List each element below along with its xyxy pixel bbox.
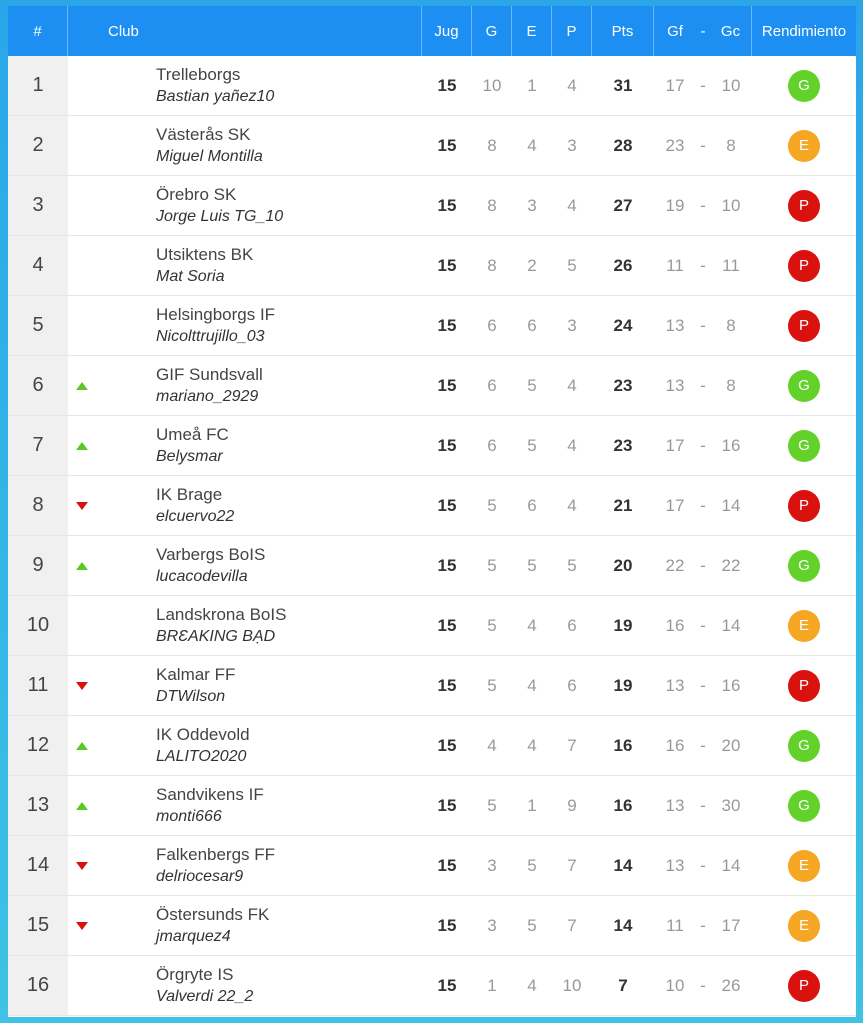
header-p[interactable]: P [552, 6, 592, 56]
points-cell: 19 [613, 675, 633, 695]
played-cell: 15 [437, 195, 457, 215]
played-cell: 15 [437, 615, 457, 635]
club-name[interactable]: Örebro SK [156, 184, 237, 204]
rank-cell: 2 [8, 116, 68, 175]
rank-cell: 10 [8, 596, 68, 655]
manager-name[interactable]: Nicolttrujillo_03 [156, 327, 265, 345]
points-cell: 20 [613, 555, 633, 575]
club-cell[interactable] [96, 116, 422, 175]
club-cell[interactable] [96, 896, 422, 955]
header-jug[interactable]: Jug [422, 6, 472, 56]
draw-cell: 4 [527, 975, 537, 995]
header-e[interactable]: E [512, 6, 552, 56]
points-cell: 23 [613, 375, 633, 395]
draw-cell: 6 [527, 315, 537, 335]
table-row[interactable] [8, 536, 856, 596]
goals-dash: - [700, 435, 706, 455]
lost-cell: 4 [567, 435, 577, 455]
club-name[interactable]: Kalmar FF [156, 664, 236, 684]
header-gc[interactable]: Gc [710, 6, 752, 56]
won-cell: 8 [487, 135, 497, 155]
club-name[interactable]: GIF Sundsvall [156, 364, 263, 384]
trend-up-icon [76, 742, 88, 750]
trend-cell [68, 56, 96, 115]
form-cell [752, 356, 856, 415]
goals-against-cell: 14 [721, 855, 741, 875]
goals-dash: - [700, 315, 706, 335]
table-row[interactable] [8, 476, 856, 536]
rank-cell: 13 [8, 776, 68, 835]
goals-against-cell: 8 [726, 375, 736, 395]
won-cell: 5 [487, 675, 497, 695]
goals-dash: - [700, 975, 706, 995]
rank-cell: 11 [8, 656, 68, 715]
goals-for-cell: 13 [665, 795, 685, 815]
trend-cell [68, 476, 96, 535]
table-row[interactable] [8, 356, 856, 416]
table-row[interactable] [8, 716, 856, 776]
club-cell[interactable] [96, 956, 422, 1015]
draw-cell: 5 [527, 435, 537, 455]
trend-cell [68, 836, 96, 895]
form-cell [752, 776, 856, 835]
club-name[interactable]: Sandvikens IF [156, 784, 264, 804]
goals-against-cell: 16 [721, 435, 741, 455]
rank-cell: 5 [8, 296, 68, 355]
draw-cell: 1 [527, 75, 537, 95]
played-cell: 15 [437, 555, 457, 575]
draw-cell: 3 [527, 195, 537, 215]
won-cell: 10 [482, 75, 502, 95]
form-cell [752, 836, 856, 895]
form-cell [752, 176, 856, 235]
header-rendimiento: Rendimiento [761, 22, 847, 40]
header-pts[interactable]: Pts [592, 6, 654, 56]
table-row[interactable] [8, 116, 856, 176]
lost-cell: 4 [567, 195, 577, 215]
goals-dash: - [700, 615, 706, 635]
manager-name[interactable]: BRƐAKING BẠD [156, 627, 276, 645]
trend-up-icon [76, 802, 88, 810]
rank-cell: 4 [8, 236, 68, 295]
club-name[interactable]: Trelleborgs [156, 64, 241, 84]
lost-cell: 5 [567, 555, 577, 575]
points-cell: 7 [618, 975, 628, 995]
goals-for-cell: 23 [665, 135, 685, 155]
played-cell: 15 [437, 915, 457, 935]
header-trend [68, 6, 96, 56]
goals-dash: - [700, 135, 706, 155]
lost-cell: 7 [567, 915, 577, 935]
goals-against-cell: 8 [726, 135, 736, 155]
trend-cell [68, 716, 96, 775]
table-row[interactable] [8, 56, 856, 116]
form-badge: P [788, 190, 820, 222]
rank-cell: 15 [8, 896, 68, 955]
played-cell: 15 [437, 975, 457, 995]
points-cell: 31 [613, 75, 633, 95]
points-cell: 26 [613, 255, 633, 275]
lost-cell: 4 [567, 75, 577, 95]
trend-down-icon [76, 922, 88, 930]
goals-for-cell: 17 [665, 495, 685, 515]
trend-cell [68, 236, 96, 295]
points-cell: 23 [613, 435, 633, 455]
rank-cell: 7 [8, 416, 68, 475]
rank-cell: 1 [8, 56, 68, 115]
points-cell: 27 [613, 195, 633, 215]
won-cell: 6 [487, 435, 497, 455]
manager-name[interactable]: mariano_2929 [156, 387, 259, 405]
trend-cell [68, 296, 96, 355]
club-name[interactable]: Helsingborgs IF [156, 304, 276, 324]
points-cell: 28 [613, 135, 633, 155]
points-cell: 19 [613, 615, 633, 635]
form-badge: G [788, 70, 820, 102]
header-g[interactable]: G [472, 6, 512, 56]
draw-cell: 5 [527, 375, 537, 395]
club-name[interactable]: IK Brage [156, 484, 223, 504]
goals-against-cell: 16 [721, 675, 741, 695]
club-cell[interactable] [96, 56, 422, 115]
club-cell[interactable] [96, 296, 422, 355]
form-cell [752, 296, 856, 355]
table-body [8, 56, 856, 1016]
form-badge: G [788, 430, 820, 462]
club-name[interactable]: Örgryte IS [156, 964, 234, 984]
played-cell: 15 [437, 75, 457, 95]
form-badge: P [788, 670, 820, 702]
club-name[interactable]: Varbergs BoIS [156, 544, 266, 564]
manager-name[interactable]: delriocesar9 [156, 867, 244, 885]
club-name[interactable]: Umeå FC [156, 424, 229, 444]
manager-name[interactable]: LALITO2020 [156, 747, 247, 765]
club-cell[interactable] [96, 236, 422, 295]
played-cell: 15 [437, 135, 457, 155]
draw-cell: 5 [527, 855, 537, 875]
draw-cell: 2 [527, 255, 537, 275]
goals-dash: - [700, 375, 706, 395]
manager-name[interactable]: Bastian yañez10 [156, 87, 275, 105]
club-cell[interactable] [96, 776, 422, 835]
goals-for-cell: 13 [665, 375, 685, 395]
goals-for-cell: 17 [665, 435, 685, 455]
manager-name[interactable]: Jorge Luis TG_10 [156, 207, 284, 225]
manager-name[interactable]: elcuervo22 [156, 507, 235, 525]
lost-cell: 10 [562, 975, 582, 995]
form-cell [752, 656, 856, 715]
trend-cell [68, 536, 96, 595]
manager-name[interactable]: Valverdi 22_2 [156, 987, 254, 1005]
goals-against-cell: 14 [721, 615, 741, 635]
form-badge: G [788, 790, 820, 822]
club-name[interactable]: Västerås SK [156, 124, 251, 144]
points-cell: 14 [613, 915, 633, 935]
trend-down-icon [76, 502, 88, 510]
won-cell: 1 [487, 975, 497, 995]
lost-cell: 3 [567, 135, 577, 155]
lost-cell: 6 [567, 615, 577, 635]
form-badge: P [788, 310, 820, 342]
goals-against-cell: 10 [721, 195, 741, 215]
won-cell: 5 [487, 615, 497, 635]
played-cell: 15 [437, 735, 457, 755]
goals-for-cell: 13 [665, 675, 685, 695]
goals-against-cell: 20 [721, 735, 741, 755]
goals-for-cell: 22 [665, 555, 685, 575]
points-cell: 16 [613, 795, 633, 815]
club-name[interactable]: Utsiktens BK [156, 244, 254, 264]
club-name[interactable]: Landskrona BoIS [156, 604, 287, 624]
club-cell[interactable] [96, 596, 422, 655]
lost-cell: 7 [567, 735, 577, 755]
trend-up-icon [76, 562, 88, 570]
form-badge: P [788, 250, 820, 282]
form-cell [752, 596, 856, 655]
points-cell: 14 [613, 855, 633, 875]
trend-cell [68, 656, 96, 715]
form-cell [752, 56, 856, 115]
club-name[interactable]: IK Oddevold [156, 724, 250, 744]
table-row[interactable] [8, 776, 856, 836]
won-cell: 8 [487, 255, 497, 275]
goals-for-cell: 19 [665, 195, 685, 215]
goals-dash: - [700, 855, 706, 875]
goals-dash: - [700, 195, 706, 215]
goals-for-cell: 11 [666, 915, 684, 935]
goals-dash: - [700, 495, 706, 515]
draw-cell: 4 [527, 675, 537, 695]
club-cell[interactable] [96, 176, 422, 235]
played-cell: 15 [437, 855, 457, 875]
trend-cell [68, 596, 96, 655]
draw-cell: 4 [527, 135, 537, 155]
goals-against-cell: 14 [721, 495, 741, 515]
rank-cell: 14 [8, 836, 68, 895]
trend-up-icon [76, 382, 88, 390]
goals-dash: - [700, 735, 706, 755]
form-badge: P [788, 970, 820, 1002]
played-cell: 15 [437, 795, 457, 815]
won-cell: 6 [487, 315, 497, 335]
trend-cell [68, 356, 96, 415]
table-row[interactable] [8, 956, 856, 1016]
table-row[interactable] [8, 896, 856, 956]
goals-for-cell: 17 [665, 75, 685, 95]
form-cell [752, 116, 856, 175]
table-header [8, 6, 856, 56]
played-cell: 15 [437, 435, 457, 455]
goals-for-cell: 11 [666, 255, 684, 275]
form-badge: E [788, 610, 820, 642]
form-badge: E [788, 850, 820, 882]
won-cell: 5 [487, 495, 497, 515]
rank-cell: 12 [8, 716, 68, 775]
goals-against-cell: 8 [726, 315, 736, 335]
trend-up-icon [76, 442, 88, 450]
goals-dash: - [700, 75, 706, 95]
won-cell: 8 [487, 195, 497, 215]
goals-against-cell: 22 [721, 555, 741, 575]
played-cell: 15 [437, 675, 457, 695]
lost-cell: 7 [567, 855, 577, 875]
lost-cell: 6 [567, 675, 577, 695]
trend-cell [68, 416, 96, 475]
club-cell[interactable] [96, 476, 422, 535]
rank-cell: 3 [8, 176, 68, 235]
club-cell[interactable] [96, 416, 422, 475]
draw-cell: 5 [527, 555, 537, 575]
table-row[interactable] [8, 416, 856, 476]
points-cell: 24 [613, 315, 633, 335]
goals-dash: - [700, 795, 706, 815]
table-row[interactable] [8, 836, 856, 896]
goals-against-cell: 11 [722, 255, 740, 275]
header-rank: # [8, 6, 68, 56]
manager-name[interactable]: Mat Soria [156, 267, 225, 285]
draw-cell: 6 [527, 495, 537, 515]
club-cell[interactable] [96, 356, 422, 415]
trend-cell [68, 116, 96, 175]
rank-cell: 6 [8, 356, 68, 415]
goals-dash: - [700, 555, 706, 575]
trend-cell [68, 896, 96, 955]
played-cell: 15 [437, 495, 457, 515]
won-cell: 5 [487, 795, 497, 815]
form-cell [752, 956, 856, 1015]
played-cell: 15 [437, 255, 457, 275]
goals-against-cell: 26 [721, 975, 741, 995]
trend-cell [68, 956, 96, 1015]
goals-dash: - [700, 255, 706, 275]
rank-cell: 16 [8, 956, 68, 1015]
lost-cell: 9 [567, 795, 577, 815]
manager-name[interactable]: jmarquez4 [156, 927, 231, 945]
rank-cell: 8 [8, 476, 68, 535]
trend-cell [68, 176, 96, 235]
goals-for-cell: 16 [665, 615, 685, 635]
lost-cell: 4 [567, 375, 577, 395]
manager-name[interactable]: DTWilson [156, 687, 226, 705]
form-cell [752, 716, 856, 775]
won-cell: 3 [487, 915, 497, 935]
table-row[interactable] [8, 656, 856, 716]
goals-against-cell: 17 [721, 915, 741, 935]
form-badge: G [788, 730, 820, 762]
lost-cell: 3 [567, 315, 577, 335]
form-badge: G [788, 370, 820, 402]
goals-for-cell: 16 [665, 735, 685, 755]
header-gf[interactable]: Gf [667, 22, 683, 40]
manager-name[interactable]: lucacodevilla [156, 567, 248, 585]
goals-for-cell: 13 [665, 315, 685, 335]
manager-name[interactable]: monti666 [156, 807, 222, 825]
table-row[interactable] [8, 296, 856, 356]
standings-table [8, 6, 856, 1017]
club-cell[interactable] [96, 536, 422, 595]
trend-down-icon [76, 682, 88, 690]
header-dash: - [700, 22, 706, 40]
goals-against-cell: 10 [721, 75, 741, 95]
won-cell: 4 [487, 735, 497, 755]
goals-against-cell: 30 [721, 795, 741, 815]
form-cell [752, 536, 856, 595]
form-badge: E [788, 130, 820, 162]
club-cell[interactable] [96, 656, 422, 715]
goals-for-cell: 13 [665, 855, 685, 875]
lost-cell: 4 [567, 495, 577, 515]
points-cell: 16 [613, 735, 633, 755]
manager-name[interactable]: Belysmar [156, 447, 223, 465]
form-cell [752, 896, 856, 955]
won-cell: 3 [487, 855, 497, 875]
rank-cell: 9 [8, 536, 68, 595]
table-row[interactable] [8, 176, 856, 236]
draw-cell: 4 [527, 735, 537, 755]
trend-cell [68, 776, 96, 835]
points-cell: 21 [613, 495, 633, 515]
form-cell [752, 236, 856, 295]
form-cell [752, 476, 856, 535]
draw-cell: 4 [527, 615, 537, 635]
header-club[interactable]: Club [96, 6, 422, 56]
played-cell: 15 [437, 375, 457, 395]
goals-dash: - [700, 915, 706, 935]
table-row[interactable] [8, 596, 856, 656]
club-cell[interactable] [96, 836, 422, 895]
manager-name[interactable]: Miguel Montilla [156, 147, 263, 165]
form-cell [752, 416, 856, 475]
draw-cell: 5 [527, 915, 537, 935]
draw-cell: 1 [527, 795, 537, 815]
form-badge: E [788, 910, 820, 942]
goals-for-cell: 10 [665, 975, 685, 995]
club-cell[interactable] [96, 716, 422, 775]
trend-down-icon [76, 862, 88, 870]
won-cell: 6 [487, 375, 497, 395]
lost-cell: 5 [567, 255, 577, 275]
club-name[interactable]: Östersunds FK [156, 904, 270, 924]
played-cell: 15 [437, 315, 457, 335]
goals-dash: - [700, 675, 706, 695]
club-name[interactable]: Falkenbergs FF [156, 844, 276, 864]
won-cell: 5 [487, 555, 497, 575]
table-row[interactable] [8, 236, 856, 296]
form-badge: G [788, 550, 820, 582]
form-badge: P [788, 490, 820, 522]
